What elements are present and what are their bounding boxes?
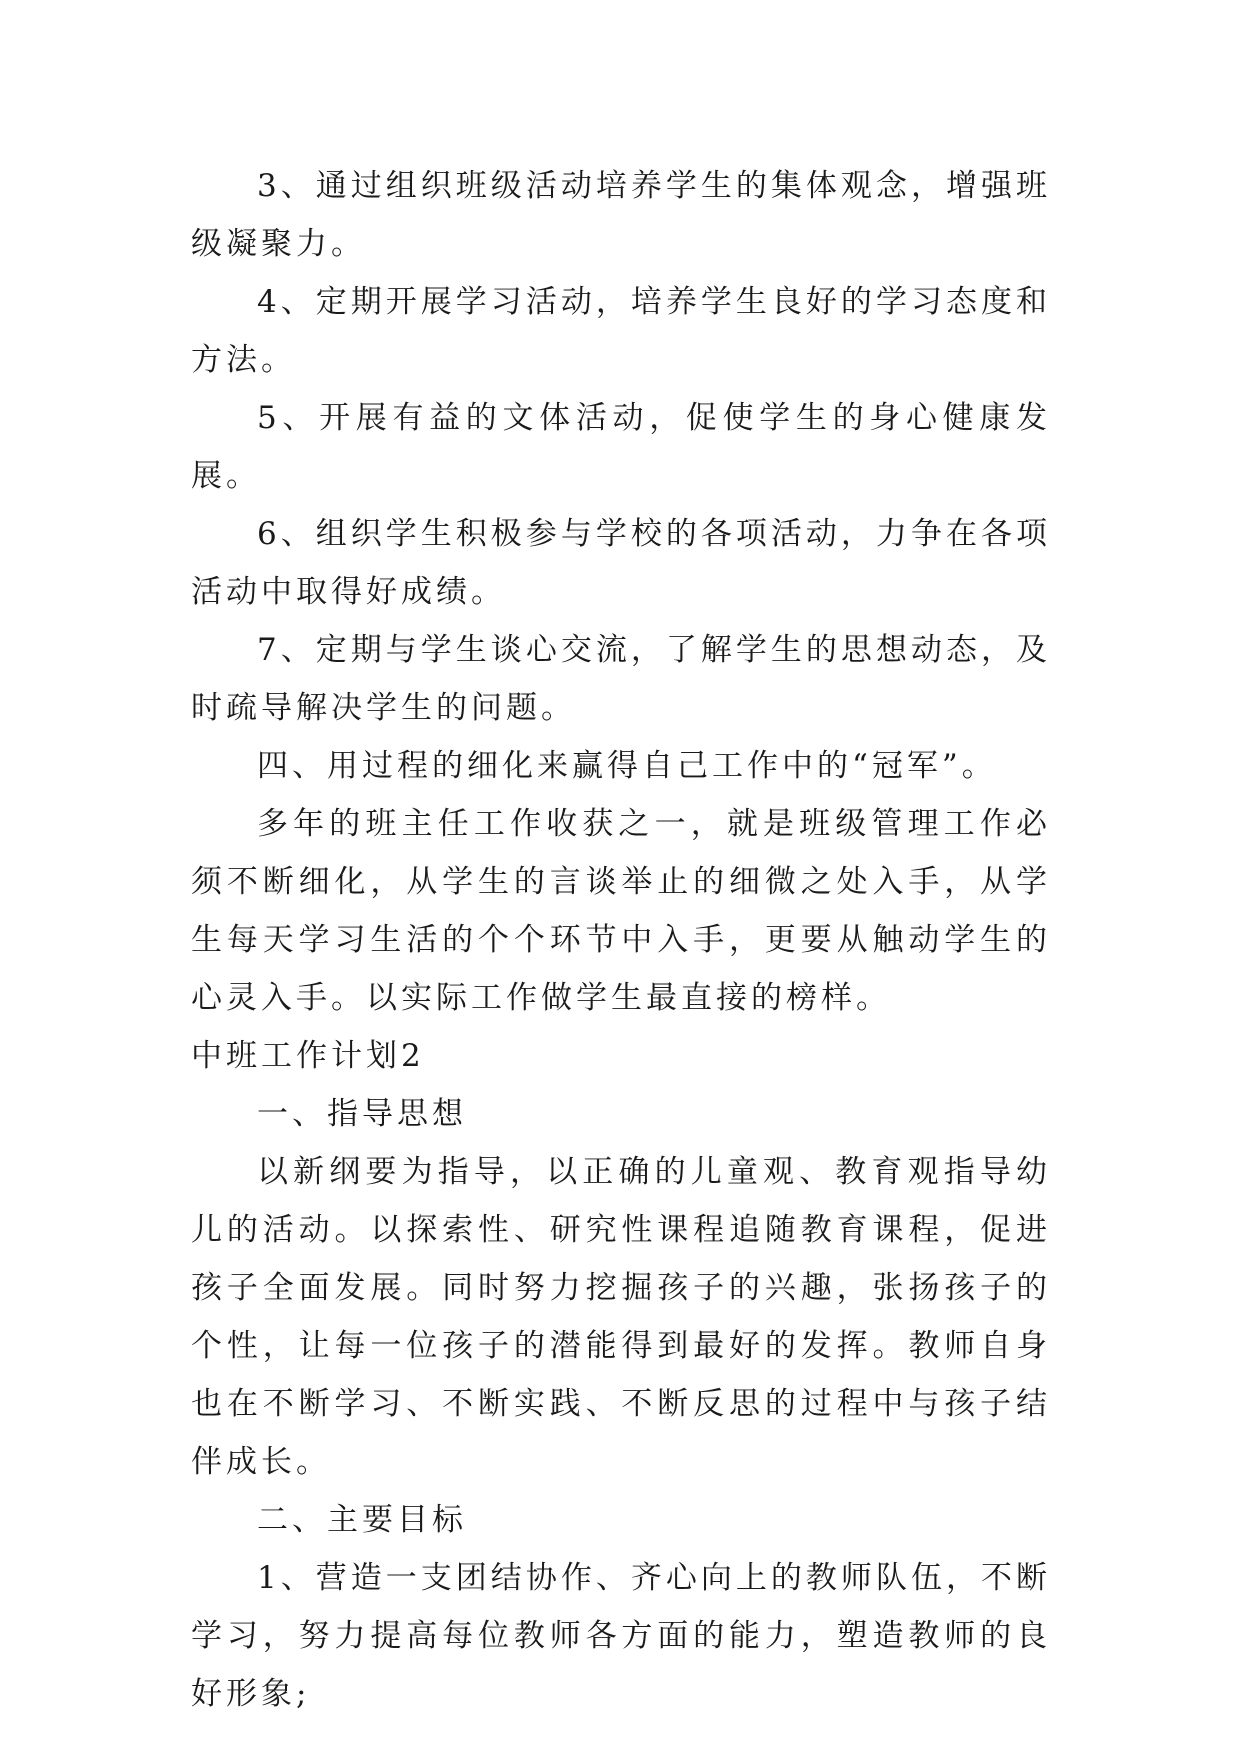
- section-heading-guiding-ideology: 一、指导思想: [257, 1096, 467, 1132]
- paragraph-experience: 多年的班主任工作收获之一，就是班级管理工作必须不断细化，从学生的言谈举止的细微之处入手，从学生每天学习生活的个个环节中入手，更要从触动学生的心灵入手。以实际工作做学生最直接的榜样。: [191, 806, 1051, 1016]
- paragraph-guiding-ideology: 以新纲要为指导，以正确的儿童观、教育观指导幼儿的活动。以探索性、研究性课程追随教育课程，促进孩子全面发展。同时努力挖掘孩子的兴趣，张扬孩子的个性，让每一位孩子的潜能得到最好的发挥。教师自身也在不断学习、不断实践、不断反思的过程中与孩子结伴成长。: [191, 1154, 1051, 1480]
- document-title-plan-2: 中班工作计划2: [191, 1038, 425, 1074]
- paragraph-item-4: 4、定期开展学习活动，培养学生良好的学习态度和方法。: [191, 284, 1051, 378]
- document-body: [191, 157, 1051, 1723]
- paragraph-item-5: 5、开展有益的文体活动，促使学生的身心健康发展。: [191, 400, 1051, 494]
- section-heading-four: 四、用过程的细化来赢得自己工作中的“冠军”。: [257, 748, 997, 784]
- paragraph-item-7: 7、定期与学生谈心交流，了解学生的思想动态，及时疏导解决学生的问题。: [191, 632, 1051, 726]
- paragraph-goal-1: 1、营造一支团结协作、齐心向上的教师队伍，不断学习，努力提高每位教师各方面的能力，塑造教师的良好形象;: [191, 1560, 1051, 1712]
- paragraph-item-6: 6、组织学生积极参与学校的各项活动，力争在各项活动中取得好成绩。: [191, 516, 1051, 610]
- section-heading-main-goals: 二、主要目标: [257, 1502, 467, 1538]
- paragraph-item-3: 3、通过组织班级活动培养学生的集体观念，增强班级凝聚力。: [191, 168, 1051, 262]
